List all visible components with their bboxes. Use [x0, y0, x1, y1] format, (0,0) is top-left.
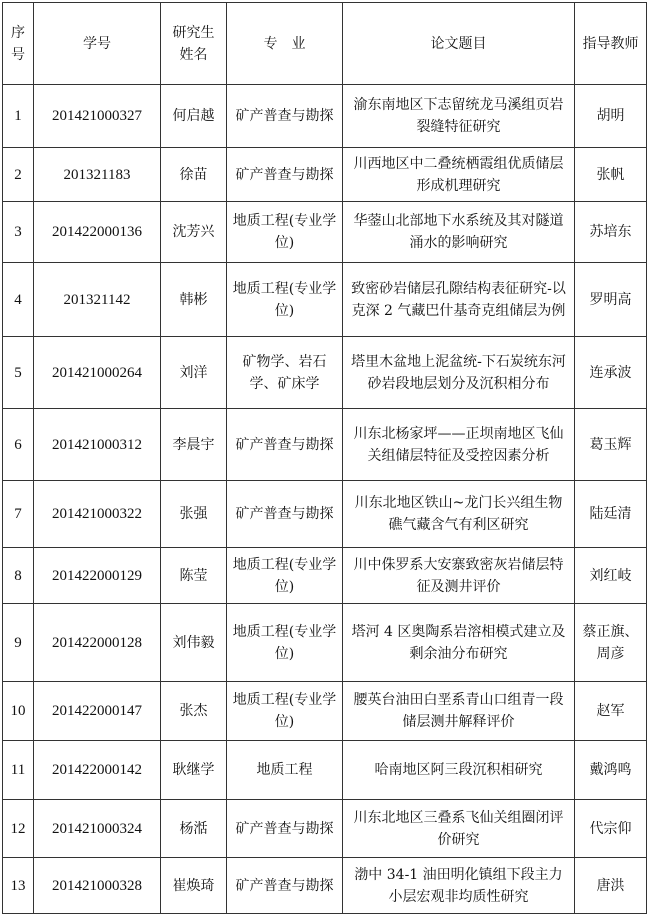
table-row — [3, 337, 647, 409]
table-row — [3, 409, 647, 481]
cell-name: 杨湉 — [161, 800, 227, 858]
table-row — [3, 481, 647, 548]
cell-title: 塔河 4 区奥陶系岩溶相模式建立及剩余油分布研究 — [343, 604, 575, 682]
cell-title: 川东北地区三叠系飞仙关组圈闭评价研究 — [343, 800, 575, 858]
cell-no: 1 — [3, 85, 34, 148]
cell-name: 何启越 — [161, 85, 227, 148]
cell-advisor: 罗明高 — [575, 263, 647, 337]
table-row — [3, 263, 647, 337]
cell-name: 陈莹 — [161, 548, 227, 604]
cell-no: 13 — [3, 858, 34, 914]
header-student-id: 学号 — [34, 3, 161, 85]
cell-no: 2 — [3, 148, 34, 202]
cell-title: 哈南地区阿三段沉积相研究 — [343, 741, 575, 800]
cell-major: 矿产普查与勘探 — [227, 148, 343, 202]
cell-student-id: 201422000129 — [34, 548, 161, 604]
cell-advisor: 胡明 — [575, 85, 647, 148]
header-major: 专 业 — [227, 3, 343, 85]
cell-name: 韩彬 — [161, 263, 227, 337]
cell-name: 耿继学 — [161, 741, 227, 800]
cell-major: 矿产普查与勘探 — [227, 800, 343, 858]
cell-no: 12 — [3, 800, 34, 858]
header-name: 研究生姓名 — [161, 3, 227, 85]
cell-major: 地质工程 — [227, 741, 343, 800]
cell-title: 川东北杨家坪——正坝南地区飞仙关组储层特征及受控因素分析 — [343, 409, 575, 481]
table-header-row — [3, 3, 647, 85]
cell-name: 崔焕琦 — [161, 858, 227, 914]
cell-advisor: 戴鸿鸣 — [575, 741, 647, 800]
cell-major: 地质工程(专业学位) — [227, 548, 343, 604]
cell-advisor: 唐洪 — [575, 858, 647, 914]
cell-major: 矿物学、岩石学、矿床学 — [227, 337, 343, 409]
header-no: 序号 — [3, 3, 34, 85]
cell-title: 致密砂岩储层孔隙结构表征研究-以克深 2 气藏巴什基奇克组储层为例 — [343, 263, 575, 337]
cell-name: 沈芳兴 — [161, 202, 227, 263]
table-row — [3, 800, 647, 858]
cell-no: 7 — [3, 481, 34, 548]
table-row — [3, 741, 647, 800]
cell-no: 4 — [3, 263, 34, 337]
cell-no: 6 — [3, 409, 34, 481]
cell-no: 8 — [3, 548, 34, 604]
cell-student-id: 201421000264 — [34, 337, 161, 409]
cell-advisor: 葛玉辉 — [575, 409, 647, 481]
cell-student-id: 201422000142 — [34, 741, 161, 800]
cell-student-id: 201422000128 — [34, 604, 161, 682]
cell-major: 地质工程(专业学位) — [227, 682, 343, 741]
cell-title: 塔里木盆地上泥盆统-下石炭统东河砂岩段地层划分及沉积相分布 — [343, 337, 575, 409]
cell-major: 地质工程(专业学位) — [227, 263, 343, 337]
cell-advisor: 张帆 — [575, 148, 647, 202]
cell-major: 矿产普查与勘探 — [227, 85, 343, 148]
cell-advisor: 连承波 — [575, 337, 647, 409]
cell-advisor: 赵军 — [575, 682, 647, 741]
cell-no: 10 — [3, 682, 34, 741]
cell-student-id: 201421000327 — [34, 85, 161, 148]
header-advisor: 指导教师 — [575, 3, 647, 85]
cell-title: 渤中 34-1 油田明化镇组下段主力小层宏观非均质性研究 — [343, 858, 575, 914]
table-row — [3, 682, 647, 741]
cell-title: 渝东南地区下志留统龙马溪组页岩裂缝特征研究 — [343, 85, 575, 148]
cell-name: 刘洋 — [161, 337, 227, 409]
header-title: 论文题目 — [343, 3, 575, 85]
cell-name: 李晨宇 — [161, 409, 227, 481]
cell-name: 刘伟毅 — [161, 604, 227, 682]
table-row — [3, 148, 647, 202]
cell-major: 矿产普查与勘探 — [227, 409, 343, 481]
table-body — [3, 85, 647, 914]
table-row — [3, 548, 647, 604]
cell-major: 地质工程(专业学位) — [227, 202, 343, 263]
cell-advisor: 陆廷清 — [575, 481, 647, 548]
cell-student-id: 201421000324 — [34, 800, 161, 858]
cell-student-id: 201421000322 — [34, 481, 161, 548]
cell-title: 川西地区中二叠统栖霞组优质储层形成机理研究 — [343, 148, 575, 202]
cell-no: 11 — [3, 741, 34, 800]
cell-title: 腰英台油田白垩系青山口组青一段储层测井解释评价 — [343, 682, 575, 741]
thesis-table — [2, 2, 647, 914]
cell-title: 华蓥山北部地下水系统及其对隧道涌水的影响研究 — [343, 202, 575, 263]
cell-major: 矿产普查与勘探 — [227, 481, 343, 548]
cell-name: 张强 — [161, 481, 227, 548]
table-row — [3, 85, 647, 148]
cell-title: 川中侏罗系大安寨致密灰岩储层特征及测井评价 — [343, 548, 575, 604]
cell-student-id: 201321183 — [34, 148, 161, 202]
cell-title: 川东北地区铁山~龙门长兴组生物礁气藏含气有利区研究 — [343, 481, 575, 548]
cell-student-id: 201422000136 — [34, 202, 161, 263]
cell-student-id: 201421000312 — [34, 409, 161, 481]
cell-no: 9 — [3, 604, 34, 682]
table-row — [3, 202, 647, 263]
cell-advisor: 代宗仰 — [575, 800, 647, 858]
cell-advisor: 苏培东 — [575, 202, 647, 263]
cell-student-id: 201321142 — [34, 263, 161, 337]
table-row — [3, 604, 647, 682]
cell-student-id: 201422000147 — [34, 682, 161, 741]
cell-no: 3 — [3, 202, 34, 263]
cell-name: 张杰 — [161, 682, 227, 741]
cell-major: 矿产普查与勘探 — [227, 858, 343, 914]
cell-name: 徐苗 — [161, 148, 227, 202]
table-row — [3, 858, 647, 914]
cell-no: 5 — [3, 337, 34, 409]
cell-student-id: 201421000328 — [34, 858, 161, 914]
cell-major: 地质工程(专业学位) — [227, 604, 343, 682]
cell-advisor: 蔡正旗、周彦 — [575, 604, 647, 682]
cell-advisor: 刘红岐 — [575, 548, 647, 604]
